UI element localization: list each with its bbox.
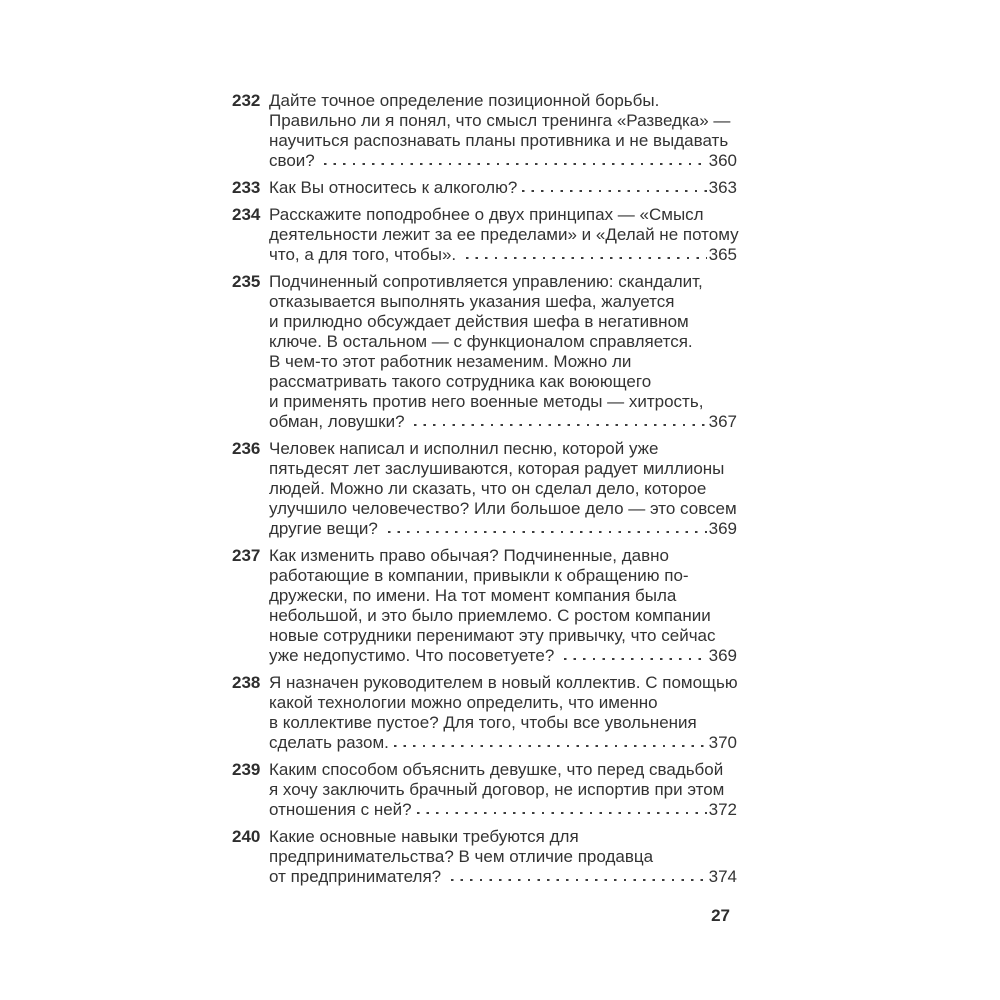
entry-last-line [269,867,737,887]
entry-last-line [269,412,737,432]
entry-number: 240 [232,827,261,846]
entry-last-line [269,800,737,820]
dot-leader [522,178,706,198]
toc-entry [232,546,737,666]
entry-text [269,205,737,265]
entry-line: и применять против него военные методы — хитрость, [269,392,704,411]
entry-line: Дайте точное определение позиционной борьбы. [269,91,660,110]
entry-last-line [269,151,737,171]
entry-line: и прилюдно обсуждает действия шефа в негативном [269,312,689,331]
entry-text [269,760,737,820]
toc-entry [232,673,737,753]
entry-text [269,272,737,432]
toc-entry [232,827,737,887]
entry-line: Как изменить право обычая? Подчиненные, давно [269,546,669,565]
toc-entry [232,439,737,539]
dot-leader [394,733,707,753]
entry-line: в коллективе пустое? Для того, чтобы все увольнения [269,713,697,732]
entry-page-ref: 363 [708,178,737,197]
entry-last-text: обман, ловушки? [269,412,410,431]
dot-leader [388,519,707,539]
dot-leader [417,800,707,820]
toc-list [232,91,737,894]
entry-line: людей. Можно ли сказать, что он сделал дело, которое [269,479,707,498]
toc-entry [232,178,737,198]
entry-page-ref: 369 [708,646,737,665]
entry-line: дружески, по имени. На тот момент компания была [269,586,677,605]
entry-line: ключе. В остальном — с функционалом справляется. [269,332,693,351]
entry-line: работающие в компании, привыкли к обращению по- [269,566,689,585]
entry-last-line [269,178,737,198]
entry-line: деятельности лежит за ее пределами» и «Делай не потому [269,225,739,244]
entry-line: В чем-то этот работник незаменим. Можно ли [269,352,632,371]
page-number: 27 [711,906,730,925]
entry-last-text: уже недопустимо. Что посоветуете? [269,646,560,665]
entry-last-text: свои? [269,151,320,170]
entry-line: Какие основные навыки требуются для [269,827,579,846]
entry-number: 234 [232,205,261,224]
entry-line: отказывается выполнять указания шефа, жалуется [269,292,675,311]
entry-last-line [269,646,737,666]
toc-entry [232,272,737,432]
entry-page-ref: 367 [708,412,737,431]
entry-page-ref: 374 [708,867,737,886]
entry-last-text: Как Вы относитесь к алкоголю? [269,178,518,197]
toc-entry [232,760,737,820]
entry-text [269,91,737,171]
entry-text [269,439,737,539]
entry-last-text: отношения с ней? [269,800,412,819]
entry-line: пятьдесят лет заслушиваются, которая радует миллионы [269,459,725,478]
entry-number: 239 [232,760,261,779]
entry-last-text: другие вещи? [269,519,383,538]
entry-line: Правильно ли я понял, что смысл тренинга «Разведка» — [269,111,731,130]
entry-number: 233 [232,178,261,197]
entry-page-ref: 365 [708,245,737,264]
entry-last-line [269,733,737,753]
entry-text [269,673,737,753]
entry-last-text: сделать разом. [269,733,389,752]
entry-number: 237 [232,546,261,565]
dot-leader [324,151,706,171]
dot-leader [564,646,707,666]
entry-text [269,546,737,666]
entry-page-ref: 372 [708,800,737,819]
entry-page-ref: 370 [708,733,737,752]
entry-last-text: от предпринимателя? [269,867,446,886]
entry-number: 235 [232,272,261,291]
entry-line: улучшило человечество? Или большое дело — это совсем [269,499,737,518]
entry-text [269,827,737,887]
toc-entry [232,91,737,171]
entry-line: научиться распознавать планы противника и не выдавать [269,131,729,150]
entry-line: небольшой, и это было приемлемо. С ростом компании [269,606,711,625]
dot-leader [451,867,707,887]
entry-last-line [269,245,737,265]
dot-leader [414,412,706,432]
entry-number: 232 [232,91,261,110]
entry-last-line [269,519,737,539]
entry-number: 238 [232,673,261,692]
entry-line: предпринимательства? В чем отличие продавца [269,847,654,866]
entry-number: 236 [232,439,261,458]
dot-leader [466,245,707,265]
entry-line: я хочу заключить брачный договор, не испортив при этом [269,780,725,799]
entry-page-ref: 360 [708,151,737,170]
entry-last-text: что, а для того, чтобы». [269,245,461,264]
entry-page-ref: 369 [708,519,737,538]
entry-line: рассматривать такого сотрудника как воюющего [269,372,652,391]
entry-line: Каким способом объяснить девушке, что перед свадьбой [269,760,724,779]
entry-text [269,178,737,198]
entry-line: какой технологии можно определить, что именно [269,693,658,712]
toc-entry [232,205,737,265]
entry-line: новые сотрудники перенимают эту привычку, что сейчас [269,626,716,645]
entry-line: Я назначен руководителем в новый коллектив. С помощью [269,673,738,692]
entry-line: Расскажите поподробнее о двух принципах — «Смысл [269,205,704,224]
entry-line: Человек написал и исполнил песню, которой уже [269,439,659,458]
entry-line: Подчиненный сопротивляется управлению: скандалит, [269,272,703,291]
